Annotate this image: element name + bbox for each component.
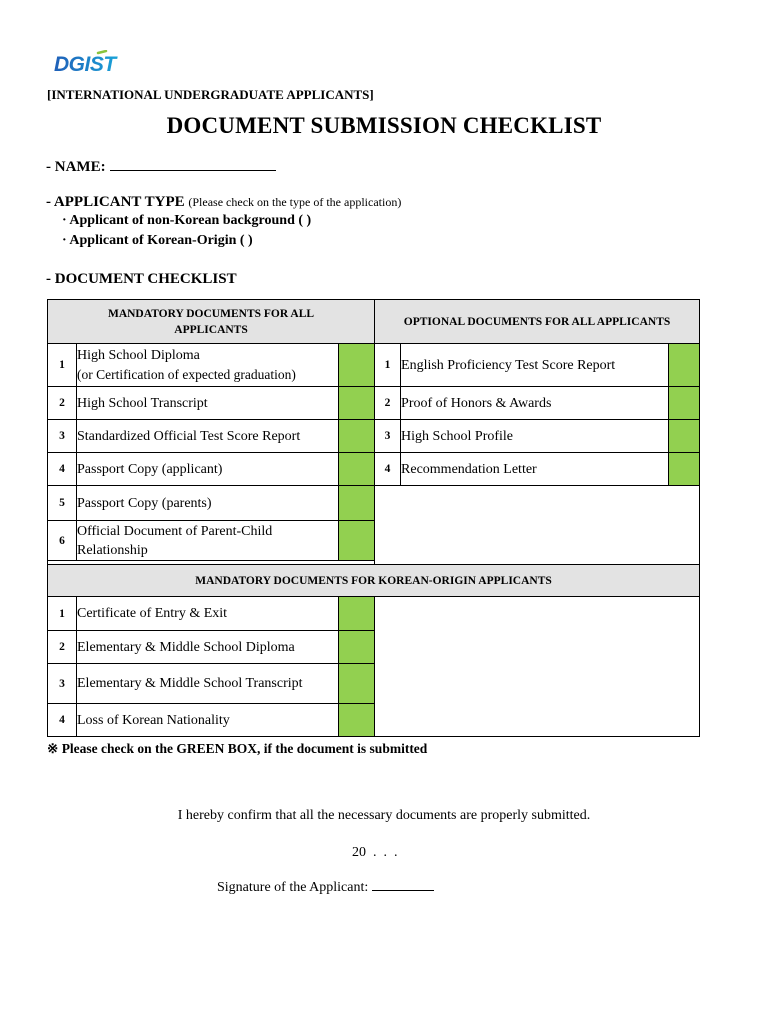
table-row <box>48 420 700 453</box>
row-number: 6 <box>48 521 77 561</box>
document-label: Passport Copy (applicant) <box>77 453 339 486</box>
table-row <box>48 453 700 486</box>
row-number: 1 <box>48 344 77 387</box>
name-field[interactable] <box>110 156 276 171</box>
signature-label: Signature of the Applicant: <box>217 880 369 895</box>
signature-field[interactable] <box>372 878 434 891</box>
table-row <box>48 344 700 387</box>
document-label: Standardized Official Test Score Report <box>77 420 339 453</box>
document-label: Proof of Honors & Awards <box>401 387 669 420</box>
applicant-category-tag: [INTERNATIONAL UNDERGRADUATE APPLICANTS] <box>47 87 374 102</box>
green-checkbox[interactable] <box>339 486 375 521</box>
row-number: 4 <box>48 704 77 737</box>
name-label: - NAME: <box>46 159 106 175</box>
green-checkbox[interactable] <box>669 453 700 486</box>
document-label: Certificate of Entry & Exit <box>77 597 339 631</box>
green-checkbox[interactable] <box>339 664 375 704</box>
table-row <box>48 597 700 631</box>
green-checkbox[interactable] <box>669 344 700 387</box>
empty-cell <box>375 486 700 561</box>
row-number: 1 <box>48 597 77 631</box>
row-number: 2 <box>375 387 401 420</box>
signature-row <box>217 878 434 896</box>
document-label: Elementary & Middle School Transcript <box>77 664 339 704</box>
green-checkbox[interactable] <box>669 387 700 420</box>
logo-text: DGIST <box>54 53 116 76</box>
reference-mark-icon: ※ <box>47 741 59 756</box>
document-label: English Proficiency Test Score Report <box>401 344 669 387</box>
green-box-instruction <box>47 741 427 757</box>
applicant-type-label: - APPLICANT TYPE <box>46 194 185 210</box>
document-label: High School Diploma (or Certification of expected graduation) <box>77 344 339 387</box>
table-row <box>48 486 700 521</box>
mandatory-korean-header: MANDATORY DOCUMENTS FOR KOREAN-ORIGIN APPLICANTS <box>48 565 700 597</box>
row-number: 3 <box>48 420 77 453</box>
green-checkbox[interactable] <box>339 704 375 737</box>
green-checkbox[interactable] <box>339 597 375 631</box>
document-label: Recommendation Letter <box>401 453 669 486</box>
green-checkbox[interactable] <box>669 420 700 453</box>
row-number: 3 <box>48 664 77 704</box>
date-line[interactable]: 20 . . . <box>352 845 398 860</box>
document-label: High School Transcript <box>77 387 339 420</box>
table-row <box>48 387 700 420</box>
green-checkbox[interactable] <box>339 420 375 453</box>
dgist-logo <box>52 50 134 81</box>
document-checklist-table <box>47 299 700 737</box>
green-checkbox[interactable] <box>339 344 375 387</box>
document-label: Passport Copy (parents) <box>77 486 339 521</box>
empty-cell <box>375 597 700 737</box>
row-number: 2 <box>48 631 77 664</box>
row-number: 1 <box>375 344 401 387</box>
green-checkbox[interactable] <box>339 521 375 561</box>
option-non-korean[interactable]: · Applicant of non-Korean background ( ) <box>62 213 312 228</box>
green-checkbox[interactable] <box>339 631 375 664</box>
document-label: High School Profile <box>401 420 669 453</box>
document-checklist-label: - DOCUMENT CHECKLIST <box>46 271 237 287</box>
name-row <box>46 156 276 176</box>
green-checkbox[interactable] <box>339 453 375 486</box>
mandatory-all-header: MANDATORY DOCUMENTS FOR ALL APPLICANTS <box>48 300 375 344</box>
row-number: 4 <box>48 453 77 486</box>
document-label: Loss of Korean Nationality <box>77 704 339 737</box>
instruction-text: Please check on the GREEN BOX, if the document is submitted <box>61 741 428 756</box>
row-number: 3 <box>375 420 401 453</box>
confirmation-statement: I hereby confirm that all the necessary documents are properly submitted. <box>177 808 591 823</box>
dgist-logo-mark <box>52 50 134 76</box>
row-number: 4 <box>375 453 401 486</box>
optional-all-header: OPTIONAL DOCUMENTS FOR ALL APPLICANTS <box>375 300 700 344</box>
table-header-row <box>48 300 700 344</box>
document-label: Elementary & Middle School Diploma <box>77 631 339 664</box>
korean-origin-header-row <box>48 565 700 597</box>
applicant-type-note: (Please check on the type of the application) <box>188 195 402 209</box>
row-number: 5 <box>48 486 77 521</box>
document-label: Official Document of Parent-Child Relationship <box>77 521 339 561</box>
green-checkbox[interactable] <box>339 387 375 420</box>
option-korean-origin[interactable]: · Applicant of Korean-Origin ( ) <box>62 233 253 248</box>
page-title: DOCUMENT SUBMISSION CHECKLIST <box>166 113 602 138</box>
row-number: 2 <box>48 387 77 420</box>
applicant-type-row <box>46 194 401 211</box>
